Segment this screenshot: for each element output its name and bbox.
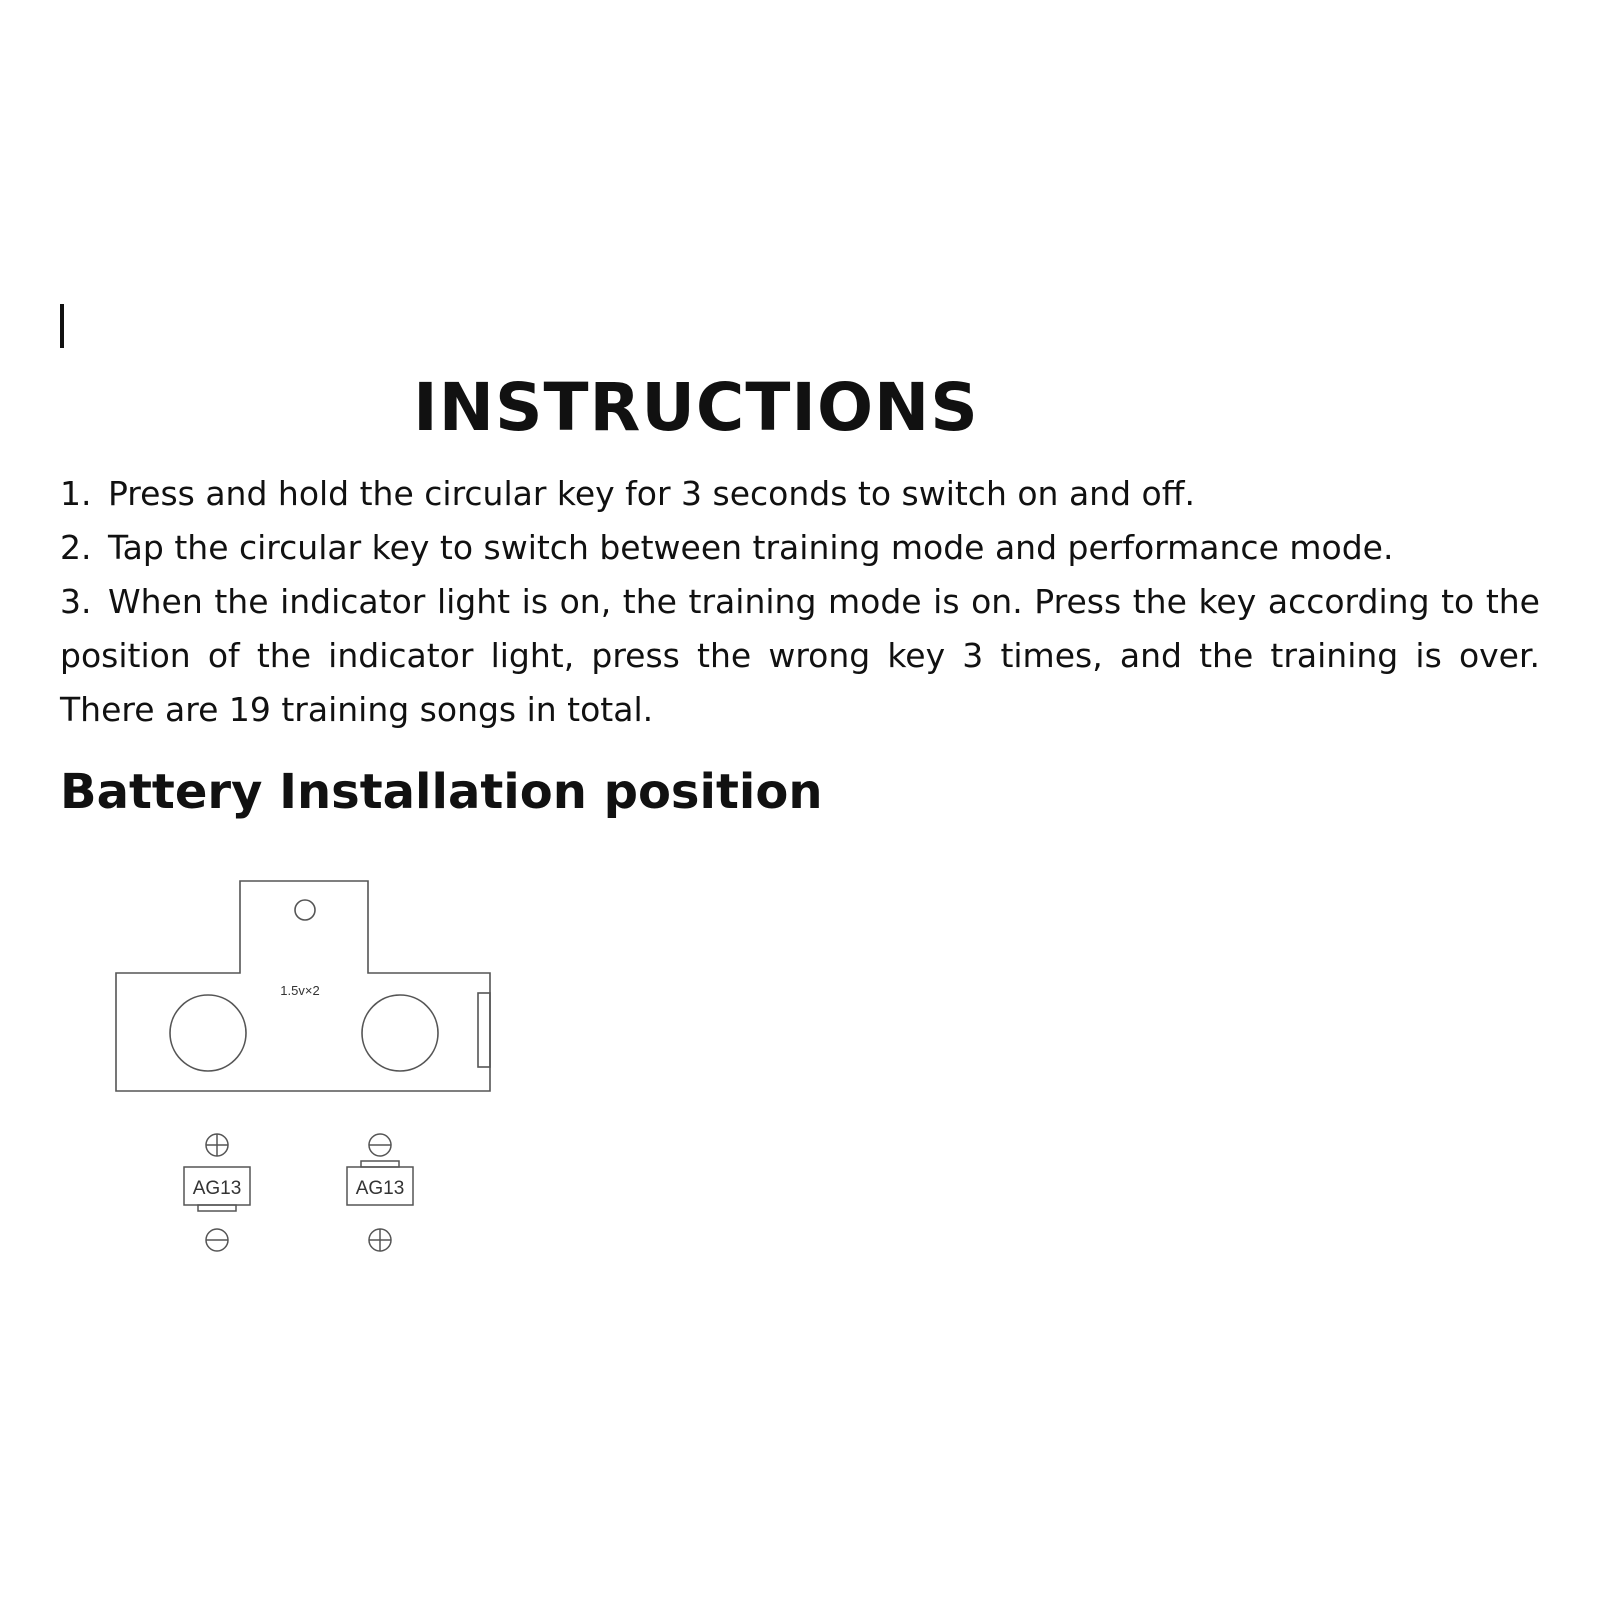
holder-voltage-label: 1.5v×2 bbox=[280, 983, 320, 998]
plus-icon bbox=[206, 1134, 228, 1156]
instruction-step-3: 3. When the indicator light is on, the training mode is on. Press the key according to the position of the indicator light, press the wrong key 3 times, and the training is over. There are 19 training songs in total. bbox=[60, 582, 1540, 729]
battery-right-label: AG13 bbox=[355, 1178, 405, 1199]
minus-icon bbox=[369, 1134, 391, 1156]
page-title: INSTRUCTIONS bbox=[413, 369, 979, 446]
battery-slot-left bbox=[170, 995, 246, 1071]
instruction-list bbox=[60, 467, 1540, 737]
instruction-step-2: 2. Tap the circular key to switch between training mode and performance mode. bbox=[60, 528, 1394, 567]
plus-icon bbox=[369, 1229, 391, 1251]
minus-icon bbox=[206, 1229, 228, 1251]
instruction-step-1: 1. Press and hold the circular key for 3 seconds to switch on and off. bbox=[60, 474, 1195, 513]
text-cursor bbox=[60, 304, 64, 348]
battery-diagram bbox=[100, 865, 520, 1265]
battery-left-label: AG13 bbox=[192, 1178, 242, 1199]
screw-hole-icon bbox=[295, 900, 315, 920]
battery-section-heading: Battery Installation position bbox=[60, 764, 823, 820]
holder-latch bbox=[478, 993, 490, 1067]
battery-slot-right bbox=[362, 995, 438, 1071]
